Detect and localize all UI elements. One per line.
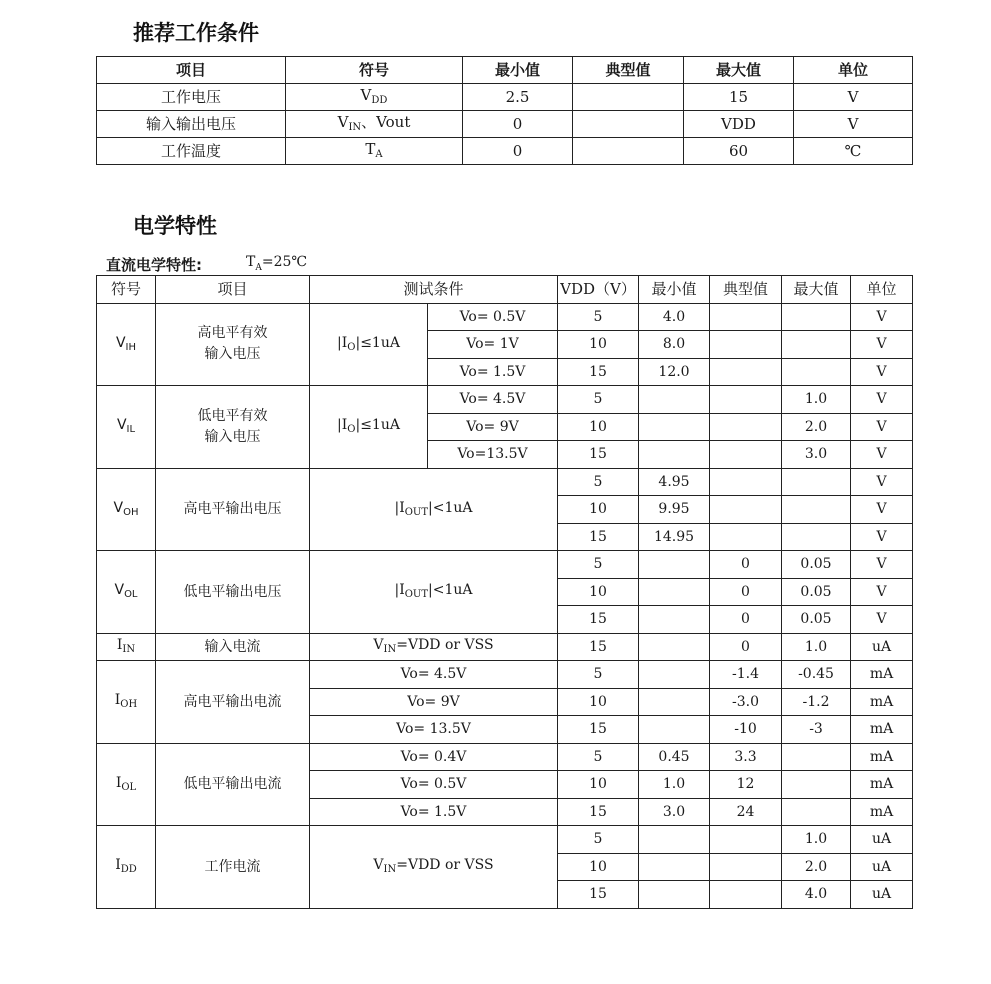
cell-typ [710, 386, 782, 414]
cell-max: 60 [684, 138, 794, 165]
header-vdd: VDD（V） [558, 276, 639, 304]
header-symbol: 符号 [286, 57, 463, 84]
cell-vdd: 10 [558, 771, 639, 799]
cell-vdd: 5 [558, 826, 639, 854]
cell-unit: mA [851, 716, 913, 744]
cell-typ: 0 [710, 551, 782, 579]
table-row [97, 138, 913, 165]
cell-unit: V [851, 386, 913, 414]
table-row [97, 303, 913, 331]
header-item: 项目 [156, 276, 310, 304]
cell-unit: V [851, 551, 913, 579]
table-row [97, 386, 913, 414]
cell-typ: 0 [710, 606, 782, 634]
cell-condition: Vo= 0.4V [310, 743, 558, 771]
cell-min [639, 551, 710, 579]
cell-max [782, 798, 851, 826]
cell-max: 0.05 [782, 606, 851, 634]
header-unit: 单位 [794, 57, 913, 84]
cell-unit: V [851, 303, 913, 331]
cell-max: -3 [782, 716, 851, 744]
cell-vdd: 5 [558, 743, 639, 771]
cell-max [782, 523, 851, 551]
cell-typ [710, 496, 782, 524]
cell-condition-idd: $V_{IN}=VDD$ or VSS [310, 826, 558, 909]
cell-unit: V [851, 358, 913, 386]
cell-unit: mA [851, 661, 913, 689]
cell-min: 0.45 [639, 743, 710, 771]
cell-vdd: 10 [558, 413, 639, 441]
cell-max [782, 771, 851, 799]
cell-max [782, 331, 851, 359]
cell-typ [573, 111, 684, 138]
cell-min [639, 441, 710, 469]
cell-vdd: 15 [558, 633, 639, 661]
table-row [97, 826, 913, 854]
cell-max: 0.05 [782, 551, 851, 579]
cell-symbol-idd: $I_{DD}$ [97, 826, 156, 909]
cell-max: 4.0 [782, 881, 851, 909]
cell-max [782, 743, 851, 771]
cell-typ [710, 441, 782, 469]
cell-max: 3.0 [782, 441, 851, 469]
cell-unit: V [851, 468, 913, 496]
cell-min: 0 [463, 111, 573, 138]
cell-unit: uA [851, 853, 913, 881]
table-header-row [97, 57, 913, 84]
recommended-conditions-table [96, 56, 913, 165]
cell-condition-voh: $|I_{OUT}|<1uA$ [310, 468, 558, 551]
cell-unit: V [851, 331, 913, 359]
cell-vdd: 10 [558, 853, 639, 881]
cell-min [639, 716, 710, 744]
cell-min: 4.0 [639, 303, 710, 331]
cell-item-vil: 低电平有效 输入电压 [156, 386, 310, 469]
cell-typ: -3.0 [710, 688, 782, 716]
header-unit: 单位 [851, 276, 913, 304]
table-row [97, 743, 913, 771]
cell-unit: V [851, 523, 913, 551]
cell-min: 0 [463, 138, 573, 165]
cell-unit: uA [851, 881, 913, 909]
cell-typ: -10 [710, 716, 782, 744]
cell-min: 9.95 [639, 496, 710, 524]
cell-max: 0.05 [782, 578, 851, 606]
cell-vo: Vo=13.5V [428, 441, 558, 469]
cell-vdd: 5 [558, 551, 639, 579]
cell-item-iin: 输入电流 [156, 633, 310, 661]
section-title-recommended-conditions: 推荐工作条件 [133, 21, 259, 45]
cell-vdd: 15 [558, 358, 639, 386]
cell-min [639, 661, 710, 689]
cell-condition: Vo= 4.5V [310, 661, 558, 689]
cell-max [782, 358, 851, 386]
cell-min [639, 578, 710, 606]
cell-condition: Vo= 0.5V [310, 771, 558, 799]
cell-vdd: 15 [558, 606, 639, 634]
cell-typ: -1.4 [710, 661, 782, 689]
cell-max [782, 496, 851, 524]
cell-max [782, 303, 851, 331]
cell-min [639, 633, 710, 661]
header-min: 最小值 [463, 57, 573, 84]
cell-condition-iin: $V_{IN}=VDD$ or VSS [310, 633, 558, 661]
cell-typ [573, 84, 684, 111]
cell-symbol-iin: $I_{IN}$ [97, 633, 156, 661]
cell-typ [710, 853, 782, 881]
cell-vdd: 15 [558, 523, 639, 551]
cell-vdd: 5 [558, 386, 639, 414]
cell-min [639, 826, 710, 854]
cell-item: 工作温度 [97, 138, 286, 165]
cell-unit: V [851, 578, 913, 606]
cell-typ [710, 523, 782, 551]
header-item: 项目 [97, 57, 286, 84]
cell-typ [573, 138, 684, 165]
cell-min: 8.0 [639, 331, 710, 359]
cell-max: 1.0 [782, 826, 851, 854]
cell-max: 15 [684, 84, 794, 111]
cell-vdd: 10 [558, 496, 639, 524]
table-row [97, 468, 913, 496]
cell-unit: V [794, 84, 913, 111]
cell-min: 2.5 [463, 84, 573, 111]
header-symbol: 符号 [97, 276, 156, 304]
cell-unit: V [851, 606, 913, 634]
table-row [97, 111, 913, 138]
cell-symbol-iol: $I_{OL}$ [97, 743, 156, 826]
cell-item-voh: 高电平输出电压 [156, 468, 310, 551]
cell-vdd: 15 [558, 441, 639, 469]
cell-typ [710, 413, 782, 441]
section-title-electrical-characteristics: 电学特性 [133, 214, 217, 238]
cell-typ [710, 358, 782, 386]
dc-characteristics-label: 直流电学特性: [106, 256, 202, 274]
cell-vo: Vo= 1.5V [428, 358, 558, 386]
cell-min: 14.95 [639, 523, 710, 551]
cell-item: 输入输出电压 [97, 111, 286, 138]
cell-min: 4.95 [639, 468, 710, 496]
cell-vo: Vo= 9V [428, 413, 558, 441]
cell-symbol: $V_{DD}$ [286, 84, 463, 111]
cell-unit: uA [851, 826, 913, 854]
table-row [97, 551, 913, 579]
cell-typ: 12 [710, 771, 782, 799]
cell-item-vih: 高电平有效 输入电压 [156, 303, 310, 386]
cell-symbol-vol: $V_{OL}$ [97, 551, 156, 634]
cell-max: VDD [684, 111, 794, 138]
table-row [97, 633, 913, 661]
cell-vo: Vo= 0.5V [428, 303, 558, 331]
cell-max: 2.0 [782, 853, 851, 881]
electrical-characteristics-table [96, 275, 913, 909]
cell-unit: V [851, 413, 913, 441]
cell-vdd: 5 [558, 303, 639, 331]
cell-min [639, 606, 710, 634]
cell-typ [710, 331, 782, 359]
cell-max: 1.0 [782, 633, 851, 661]
cell-typ [710, 881, 782, 909]
cell-condition: Vo= 1.5V [310, 798, 558, 826]
cell-vdd: 10 [558, 688, 639, 716]
cell-typ: 0 [710, 633, 782, 661]
table-header-row [97, 276, 913, 304]
header-typ: 典型值 [573, 57, 684, 84]
table-row [97, 661, 913, 689]
cell-min [639, 386, 710, 414]
cell-unit: mA [851, 771, 913, 799]
cell-max: -0.45 [782, 661, 851, 689]
cell-vdd: 15 [558, 881, 639, 909]
cell-typ [710, 303, 782, 331]
cell-unit: uA [851, 633, 913, 661]
cell-condition: Vo= 9V [310, 688, 558, 716]
cell-max: -1.2 [782, 688, 851, 716]
cell-min [639, 853, 710, 881]
cell-unit: mA [851, 798, 913, 826]
cell-symbol: $T_A$ [286, 138, 463, 165]
cell-symbol-vih: $V_{IH}$ [97, 303, 156, 386]
cell-unit: V [851, 496, 913, 524]
cell-condition-vih: $|I_O|\le 1uA$ [310, 303, 428, 386]
cell-item-ioh: 高电平输出电流 [156, 661, 310, 744]
cell-unit: mA [851, 688, 913, 716]
header-min: 最小值 [639, 276, 710, 304]
cell-symbol-voh: $V_{OH}$ [97, 468, 156, 551]
header-max: 最大值 [782, 276, 851, 304]
cell-typ: 0 [710, 578, 782, 606]
dc-test-condition: $T_A=25℃$ [246, 254, 308, 273]
cell-max: 2.0 [782, 413, 851, 441]
cell-vdd: 10 [558, 578, 639, 606]
cell-min: 1.0 [639, 771, 710, 799]
cell-unit: mA [851, 743, 913, 771]
cell-unit: ℃ [794, 138, 913, 165]
cell-item: 工作电压 [97, 84, 286, 111]
cell-symbol-ioh: $I_{OH}$ [97, 661, 156, 744]
cell-vdd: 15 [558, 798, 639, 826]
header-max: 最大值 [684, 57, 794, 84]
cell-typ [710, 826, 782, 854]
cell-vo: Vo= 1V [428, 331, 558, 359]
cell-vdd: 15 [558, 716, 639, 744]
cell-item-iol: 低电平输出电流 [156, 743, 310, 826]
cell-symbol-vil: $V_{IL}$ [97, 386, 156, 469]
cell-unit: V [851, 441, 913, 469]
header-typ: 典型值 [710, 276, 782, 304]
cell-condition: Vo= 13.5V [310, 716, 558, 744]
cell-vdd: 5 [558, 468, 639, 496]
cell-min: 12.0 [639, 358, 710, 386]
cell-min [639, 688, 710, 716]
cell-symbol: $V_{IN}$、Vout [286, 111, 463, 138]
cell-typ: 24 [710, 798, 782, 826]
cell-condition-vol: $|I_{OUT}|<1uA$ [310, 551, 558, 634]
cell-item-vol: 低电平输出电压 [156, 551, 310, 634]
cell-vdd: 5 [558, 661, 639, 689]
cell-min: 3.0 [639, 798, 710, 826]
cell-vo: Vo= 4.5V [428, 386, 558, 414]
cell-item-idd: 工作电流 [156, 826, 310, 909]
cell-unit: V [794, 111, 913, 138]
cell-condition-vil: $|I_O|\le 1uA$ [310, 386, 428, 469]
cell-typ: 3.3 [710, 743, 782, 771]
cell-min [639, 413, 710, 441]
table-row [97, 84, 913, 111]
cell-max: 1.0 [782, 386, 851, 414]
header-test-condition: 测试条件 [310, 276, 558, 304]
cell-max [782, 468, 851, 496]
cell-typ [710, 468, 782, 496]
cell-vdd: 10 [558, 331, 639, 359]
cell-min [639, 881, 710, 909]
